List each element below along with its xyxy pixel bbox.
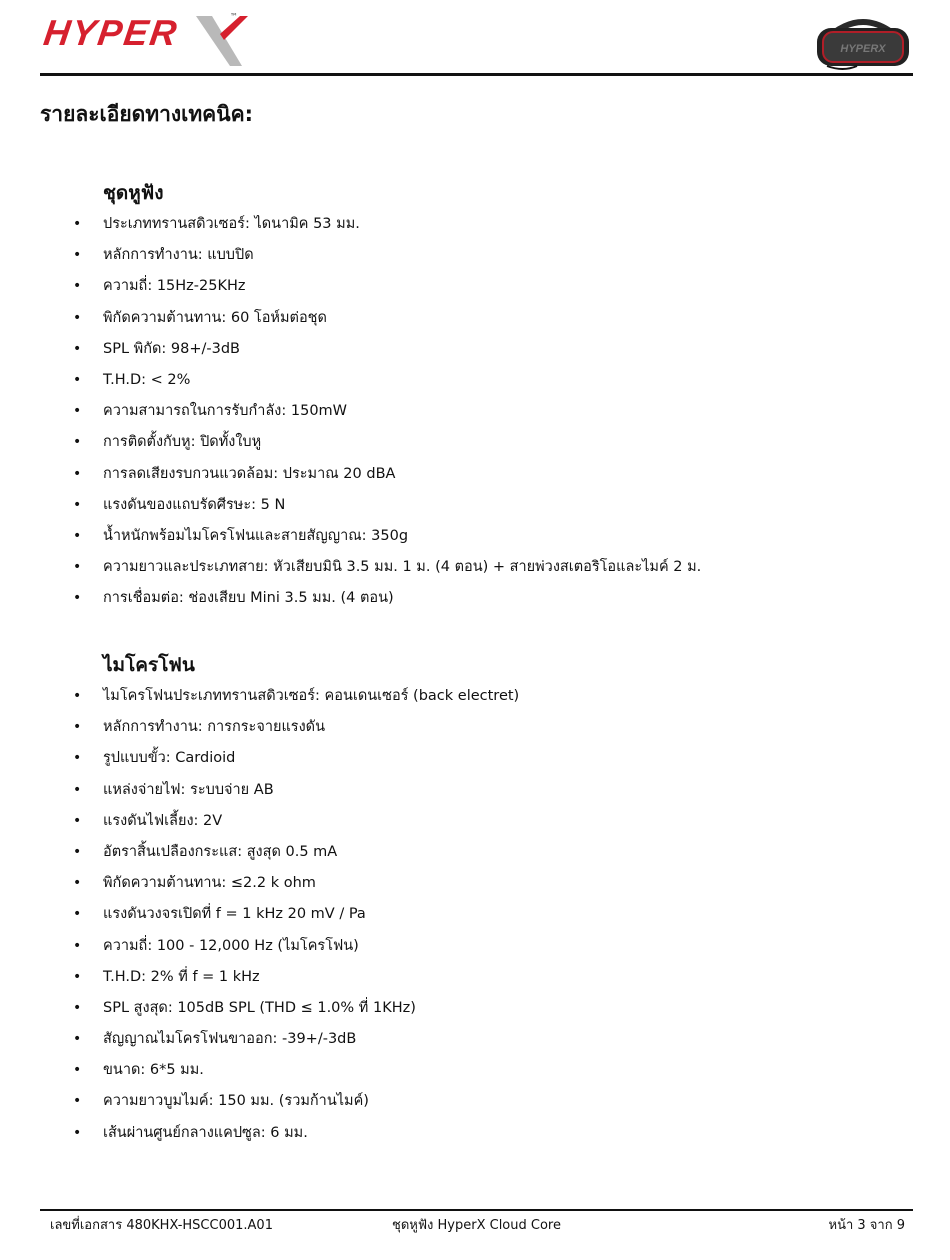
product-name: ชุดหูฟัง HyperX Cloud Core [392, 1218, 561, 1233]
bullet-icon: • [73, 1124, 82, 1141]
bullet-icon: • [73, 1093, 82, 1110]
spec-item [0, 1029, 950, 1060]
bullet-icon: • [73, 688, 82, 704]
spec-text: ไมโครโฟนประเภททรานสดิวเซอร์: คอนเดนเซอร์ (back electret) [103, 688, 520, 704]
spec-text: ความถี่: 15Hz-25KHz [103, 278, 246, 295]
spec-text: ความยาวและประเภทสาย: หัวเสียบมินิ 3.5 มม. 1 ม. (4 ตอน) + สายพ่วงสเตอริโอและไมค์ 2 ม. [103, 559, 702, 576]
bullet-icon: • [73, 875, 82, 892]
spec-text: การเชื่อมต่อ: ช่องเสียบ Mini 3.5 มม. (4 ตอน) [103, 590, 394, 607]
spec-text: SPL สูงสุด: 105dB SPL (THD ≤ 1.0% ที่ 1KHz) [103, 999, 416, 1016]
spec-text: SPL พิกัด: 98+/-3dB [103, 340, 240, 357]
spec-text: พิกัดความต้านทาน: 60 โอห์มต่อชุด [103, 309, 327, 326]
spec-item [0, 557, 950, 588]
spec-item [0, 245, 950, 276]
spec-item [0, 1060, 950, 1091]
spec-item [0, 748, 950, 779]
spec-text: การลดเสียงรบกวนแวดล้อม: ประมาณ 20 dBA [103, 465, 396, 482]
spec-item [0, 717, 950, 748]
spec-text: แรงดันของแถบรัดศีรษะ: 5 N [103, 496, 286, 513]
bullet-icon: • [73, 465, 82, 482]
bullet-icon: • [73, 1031, 82, 1048]
bullet-icon: • [73, 750, 82, 767]
bullet-icon: • [73, 937, 82, 954]
spec-text: ความยาวบูมไมค์: 150 มม. (รวมก้านไมค์) [103, 1093, 369, 1110]
spec-text: แหล่งจ่ายไฟ: ระบบจ่าย AB [103, 781, 274, 798]
bullet-icon: • [73, 906, 82, 923]
spec-text: ความถี่: 100 - 12,000 Hz (ไมโครโฟน) [103, 937, 359, 954]
bullet-icon: • [73, 719, 82, 736]
spec-text: แรงดันวงจรเปิดที่ f = 1 kHz 20 mV / Pa [103, 906, 366, 923]
bullet-icon: • [73, 340, 82, 357]
spec-text: T.H.D: 2% ที่ f = 1 kHz [103, 968, 260, 985]
document-number: เลขที่เอกสาร 480KHX-HSCC001.A01 [50, 1218, 273, 1233]
bullet-icon: • [73, 999, 82, 1016]
spec-item [0, 526, 950, 557]
spec-text: การติดตั้งกับหู: ปิดทั้งใบหู [103, 434, 262, 451]
spec-item [0, 214, 950, 245]
page-number: หน้า 3 จาก 9 [828, 1218, 905, 1233]
spec-text: ความสามารถในการรับกำลัง: 150mW [103, 403, 348, 420]
bullet-icon: • [73, 216, 82, 232]
page-header [40, 8, 913, 76]
spec-text: พิกัดความต้านทาน: ≤2.2 k ohm [103, 875, 316, 892]
spec-item [0, 967, 950, 998]
bullet-icon: • [73, 968, 82, 985]
spec-item [0, 936, 950, 967]
page-title: รายละเอียดทางเทคนิค: [40, 102, 254, 126]
logo-wordmark: HYPER [41, 12, 181, 53]
bullet-icon: • [73, 781, 82, 798]
spec-item [0, 780, 950, 811]
spec-text: อัตราสิ้นเปลืองกระแส: สูงสุด 0.5 mA [103, 843, 338, 860]
microphone-heading: ไมโครโฟน [103, 654, 195, 676]
bullet-icon: • [73, 247, 82, 264]
bullet-icon: • [73, 1062, 82, 1079]
bullet-icon: • [73, 309, 82, 326]
page-footer [40, 1214, 913, 1234]
microphone-spec-list [0, 686, 950, 1154]
spec-text: เส้นผ่านศูนย์กลางแคปซูล: 6 มม. [103, 1124, 308, 1141]
spec-text: น้ำหนักพร้อมไมโครโฟนและสายสัญญาณ: 350g [103, 527, 409, 544]
bullet-icon: • [73, 496, 82, 513]
spec-item [0, 308, 950, 339]
spec-item [0, 904, 950, 935]
headset-icon [813, 10, 913, 72]
spec-item [0, 464, 950, 495]
hyperx-logo [40, 8, 250, 70]
spec-text: แรงดันไฟเลี้ยง: 2V [103, 812, 223, 829]
bullet-icon: • [73, 812, 82, 829]
spec-text: ขนาด: 6*5 มม. [103, 1062, 204, 1079]
spec-item [0, 401, 950, 432]
spec-text: รูปแบบขั้ว: Cardioid [103, 750, 236, 767]
header-divider [40, 73, 913, 76]
spec-item [0, 1091, 950, 1122]
spec-item [0, 873, 950, 904]
spec-item [0, 1123, 950, 1154]
headphones-heading: ชุดหูฟัง [103, 182, 164, 204]
spec-text: T.H.D: < 2% [103, 371, 191, 388]
bullet-icon: • [73, 527, 82, 544]
headphones-spec-list [0, 214, 950, 619]
spec-text: สัญญาณไมโครโฟนขาออก: -39+/-3dB [103, 1031, 357, 1048]
headset-brand-text: HYPERX [840, 43, 886, 55]
spec-item [0, 276, 950, 307]
bullet-icon: • [73, 590, 82, 607]
spec-item [0, 370, 950, 401]
bullet-icon: • [73, 559, 82, 576]
spec-text: หลักการทำงาน: แบบปิด [103, 247, 254, 264]
spec-item [0, 842, 950, 873]
spec-item [0, 495, 950, 526]
spec-item [0, 811, 950, 842]
spec-item [0, 998, 950, 1029]
spec-text: หลักการทำงาน: การกระจายแรงดัน [103, 719, 326, 736]
bullet-icon: • [73, 278, 82, 295]
trademark-symbol: ™ [230, 12, 238, 21]
spec-item [0, 339, 950, 370]
logo-x-mark [190, 8, 250, 70]
bullet-icon: • [73, 403, 82, 420]
spec-item [0, 686, 950, 717]
spec-item [0, 432, 950, 463]
bullet-icon: • [73, 434, 82, 451]
spec-item [0, 588, 950, 619]
bullet-icon: • [73, 843, 82, 860]
footer-divider [40, 1209, 913, 1211]
bullet-icon: • [73, 371, 82, 388]
spec-text: ประเภททรานสดิวเซอร์: ไดนามิค 53 มม. [103, 216, 360, 232]
